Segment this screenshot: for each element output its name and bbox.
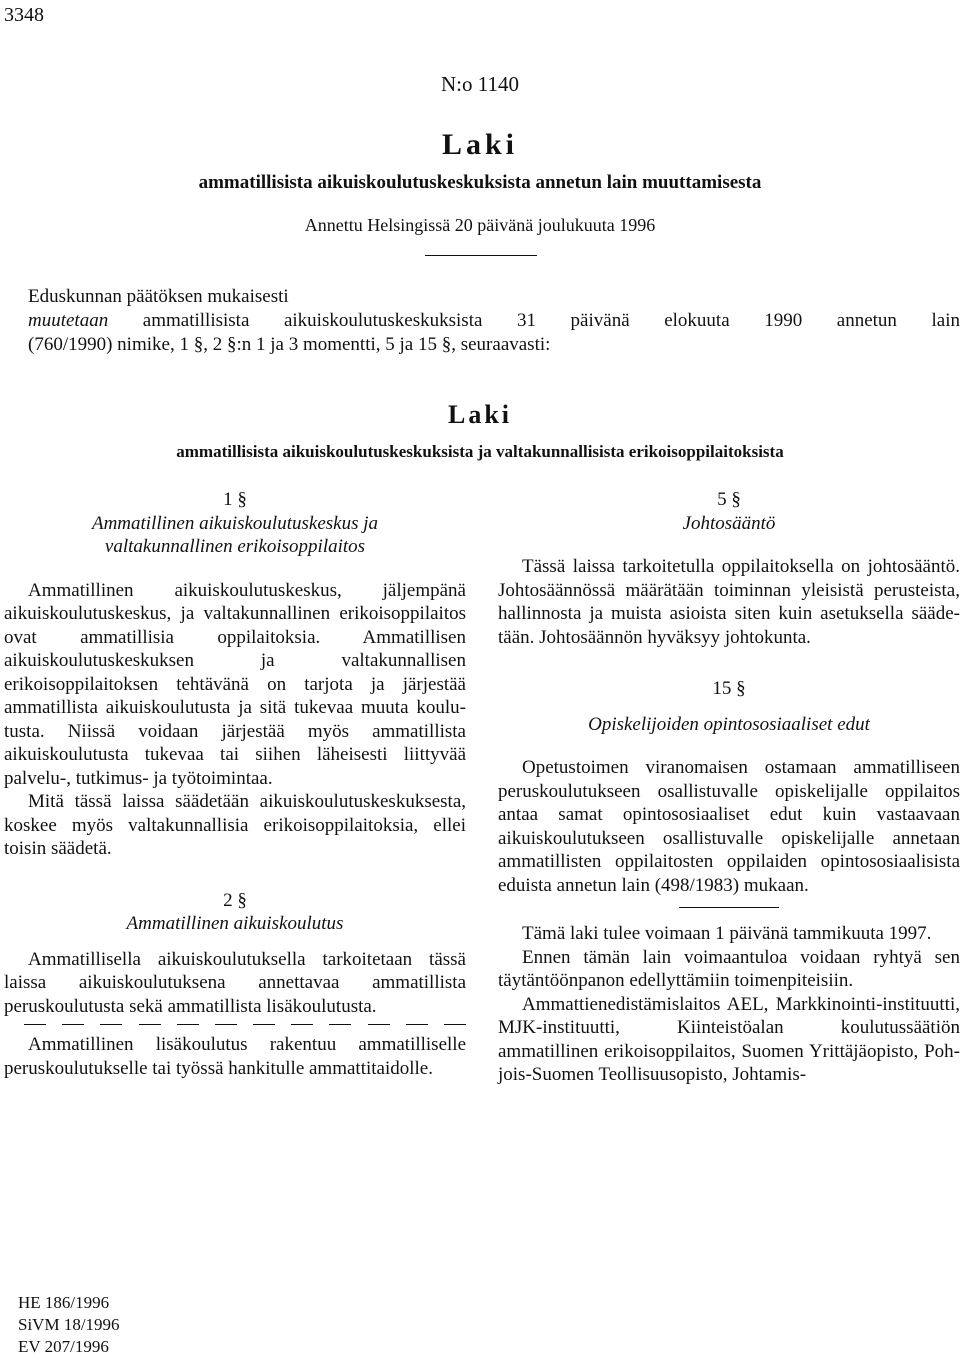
section-5-paragraph-1: Tässä laissa tarkoitetulla oppilaitoksella on johtosääntö. Johtosäännössä määrätään toiminnan yleisistä perusteista, hallinnosta ja muista asioista siten kuin asetuksella säädetään. Johtosäännön hyväksyy johtokunta.: [498, 556, 960, 648]
section-1-number: 1 §: [223, 489, 247, 510]
section-5-heading: Johtosääntö: [682, 512, 776, 534]
section-1-heading-line-2: valtakunnallinen erikoisoppilaitos: [104, 536, 366, 557]
section-5-number: 5 §: [717, 489, 741, 510]
footer-ev: EV 207/1996: [18, 1337, 109, 1356]
section-2-heading: Ammatillinen aikuiskoulutus: [126, 913, 344, 934]
section-1-paragraph-2: Mitä tässä laissa säädetään aikuiskoulutuskeskuksesta, koskee myös valtakunnallisia erikoisoppilaitoksia, ellei toisin säädetä.: [4, 791, 466, 859]
given-date: Annettu Helsingissä 20 päivänä joulukuuta 1996: [304, 215, 656, 235]
institutions-paragraph: Ammattienedistämislaitos AEL, Markkinointi-instituutti, MJK-instituutti, Kiinteistöalan koulutussäätiön ammatillinen erikoisoppilaitos, Suomen Yrittäjäopisto, Pohjois-Suomen Teollisuusopisto, Johtamis-: [498, 993, 960, 1085]
omission-dashes: [4, 1024, 466, 1025]
statute-number: N:o 1140: [441, 72, 519, 96]
law-heading-2: Laki: [447, 400, 513, 429]
intro-verb: muutetaan: [28, 310, 109, 331]
right-column: [498, 488, 960, 1087]
footer-sivm: SiVM 18/1996: [18, 1315, 120, 1334]
section-end-rule: [679, 907, 779, 908]
intro-line-3: (760/1990) nimike, 1 §, 2 §:n 1 ja 3 momentti, 5 ja 15 §, seuraavasti:: [28, 334, 551, 355]
section-1-paragraph-1: Ammatillinen aikuiskoulutuskeskus, jäljempänä aikuiskoulutuskeskus, ja valtakunnallinen erikoisoppilaitos ovat ammatillisia oppilaitoksia. Ammatillisen aikuiskoulutuskeskuksen ja valtakunnallisen erikoisoppilaitoksen tehtävänä on tarjota ja järjestää ammatillista aikuiskoulutusta ja sitä tukevaa muuta koulutusta. Niissä voidaan järjestää myös ammatillista aikuiskoulutusta tukevaa tai siihen läheisesti liittyvää palvelu-, tutkimus- ja työtoimintaa.: [4, 579, 466, 789]
transition-paragraph: Ennen tämän lain voimaantuloa voidaan ryhtyä sen täytäntöönpanon edellyttämiin toimenpiteisiin.: [498, 946, 960, 991]
section-2-number: 2 §: [223, 889, 247, 911]
enactment-clause: [28, 285, 960, 357]
section-2-paragraph-1: Ammatillisella aikuiskoulutuksella tarkoitetaan tässä laissa aikuiskoulutuksena annettavaa ammatillista peruskoulutusta sekä ammatillista lisäkoulutusta.: [4, 948, 466, 1017]
section-2-paragraph-2: Ammatillinen lisäkoulutus rakentuu ammatilliselle peruskoulutukselle tai työssä hankitulle ammattitaidolle.: [4, 1034, 466, 1079]
law-title: ammatillisista aikuiskoulutuskeskuksista annetun lain muuttamisesta: [198, 172, 762, 193]
section-15-paragraph-1: Opetustoimen viranomaisen ostamaan ammatilliseen peruskoulutukseen osallistuvalle opiskelijalle oppilaitos antaa samat opintososiaaliset edut kuin vastaavaan aikuiskoulutukseen osallistuvalle opiskelijalle annetaan ammatillisten oppilaitosten oppilaiden opintososiaalisista eduista annetun lain (498/1983) mukaan.: [498, 757, 960, 896]
entry-into-force-paragraph: Tämä laki tulee voimaan 1 päivänä tammikuuta 1997.: [522, 923, 932, 944]
intro-line-2-rest: ammatillisista aikuiskoulutuskeskuksista 31 päivänä elokuuta 1990 annetun lain: [108, 310, 960, 331]
section-15-number: 15 §: [712, 678, 746, 699]
law-title-2: ammatillisista aikuiskoulutuskeskuksista ja valtakunnallisista erikoisoppilaitoksista: [176, 442, 784, 461]
section-15-heading: Opiskelijoiden opintososiaaliset edut: [588, 713, 870, 735]
intro-line-2: [28, 309, 960, 333]
law-heading: Laki: [441, 128, 519, 161]
page-number: 3348: [4, 4, 44, 26]
legislative-references: [18, 1292, 120, 1358]
section-1-heading-line-1: Ammatillinen aikuiskoulutuskeskus ja: [91, 512, 378, 534]
left-column: [4, 488, 466, 1080]
header-rule: [425, 255, 537, 256]
intro-line-1: Eduskunnan päätöksen mukaisesti: [28, 286, 289, 307]
footer-he: HE 186/1996: [18, 1293, 110, 1312]
